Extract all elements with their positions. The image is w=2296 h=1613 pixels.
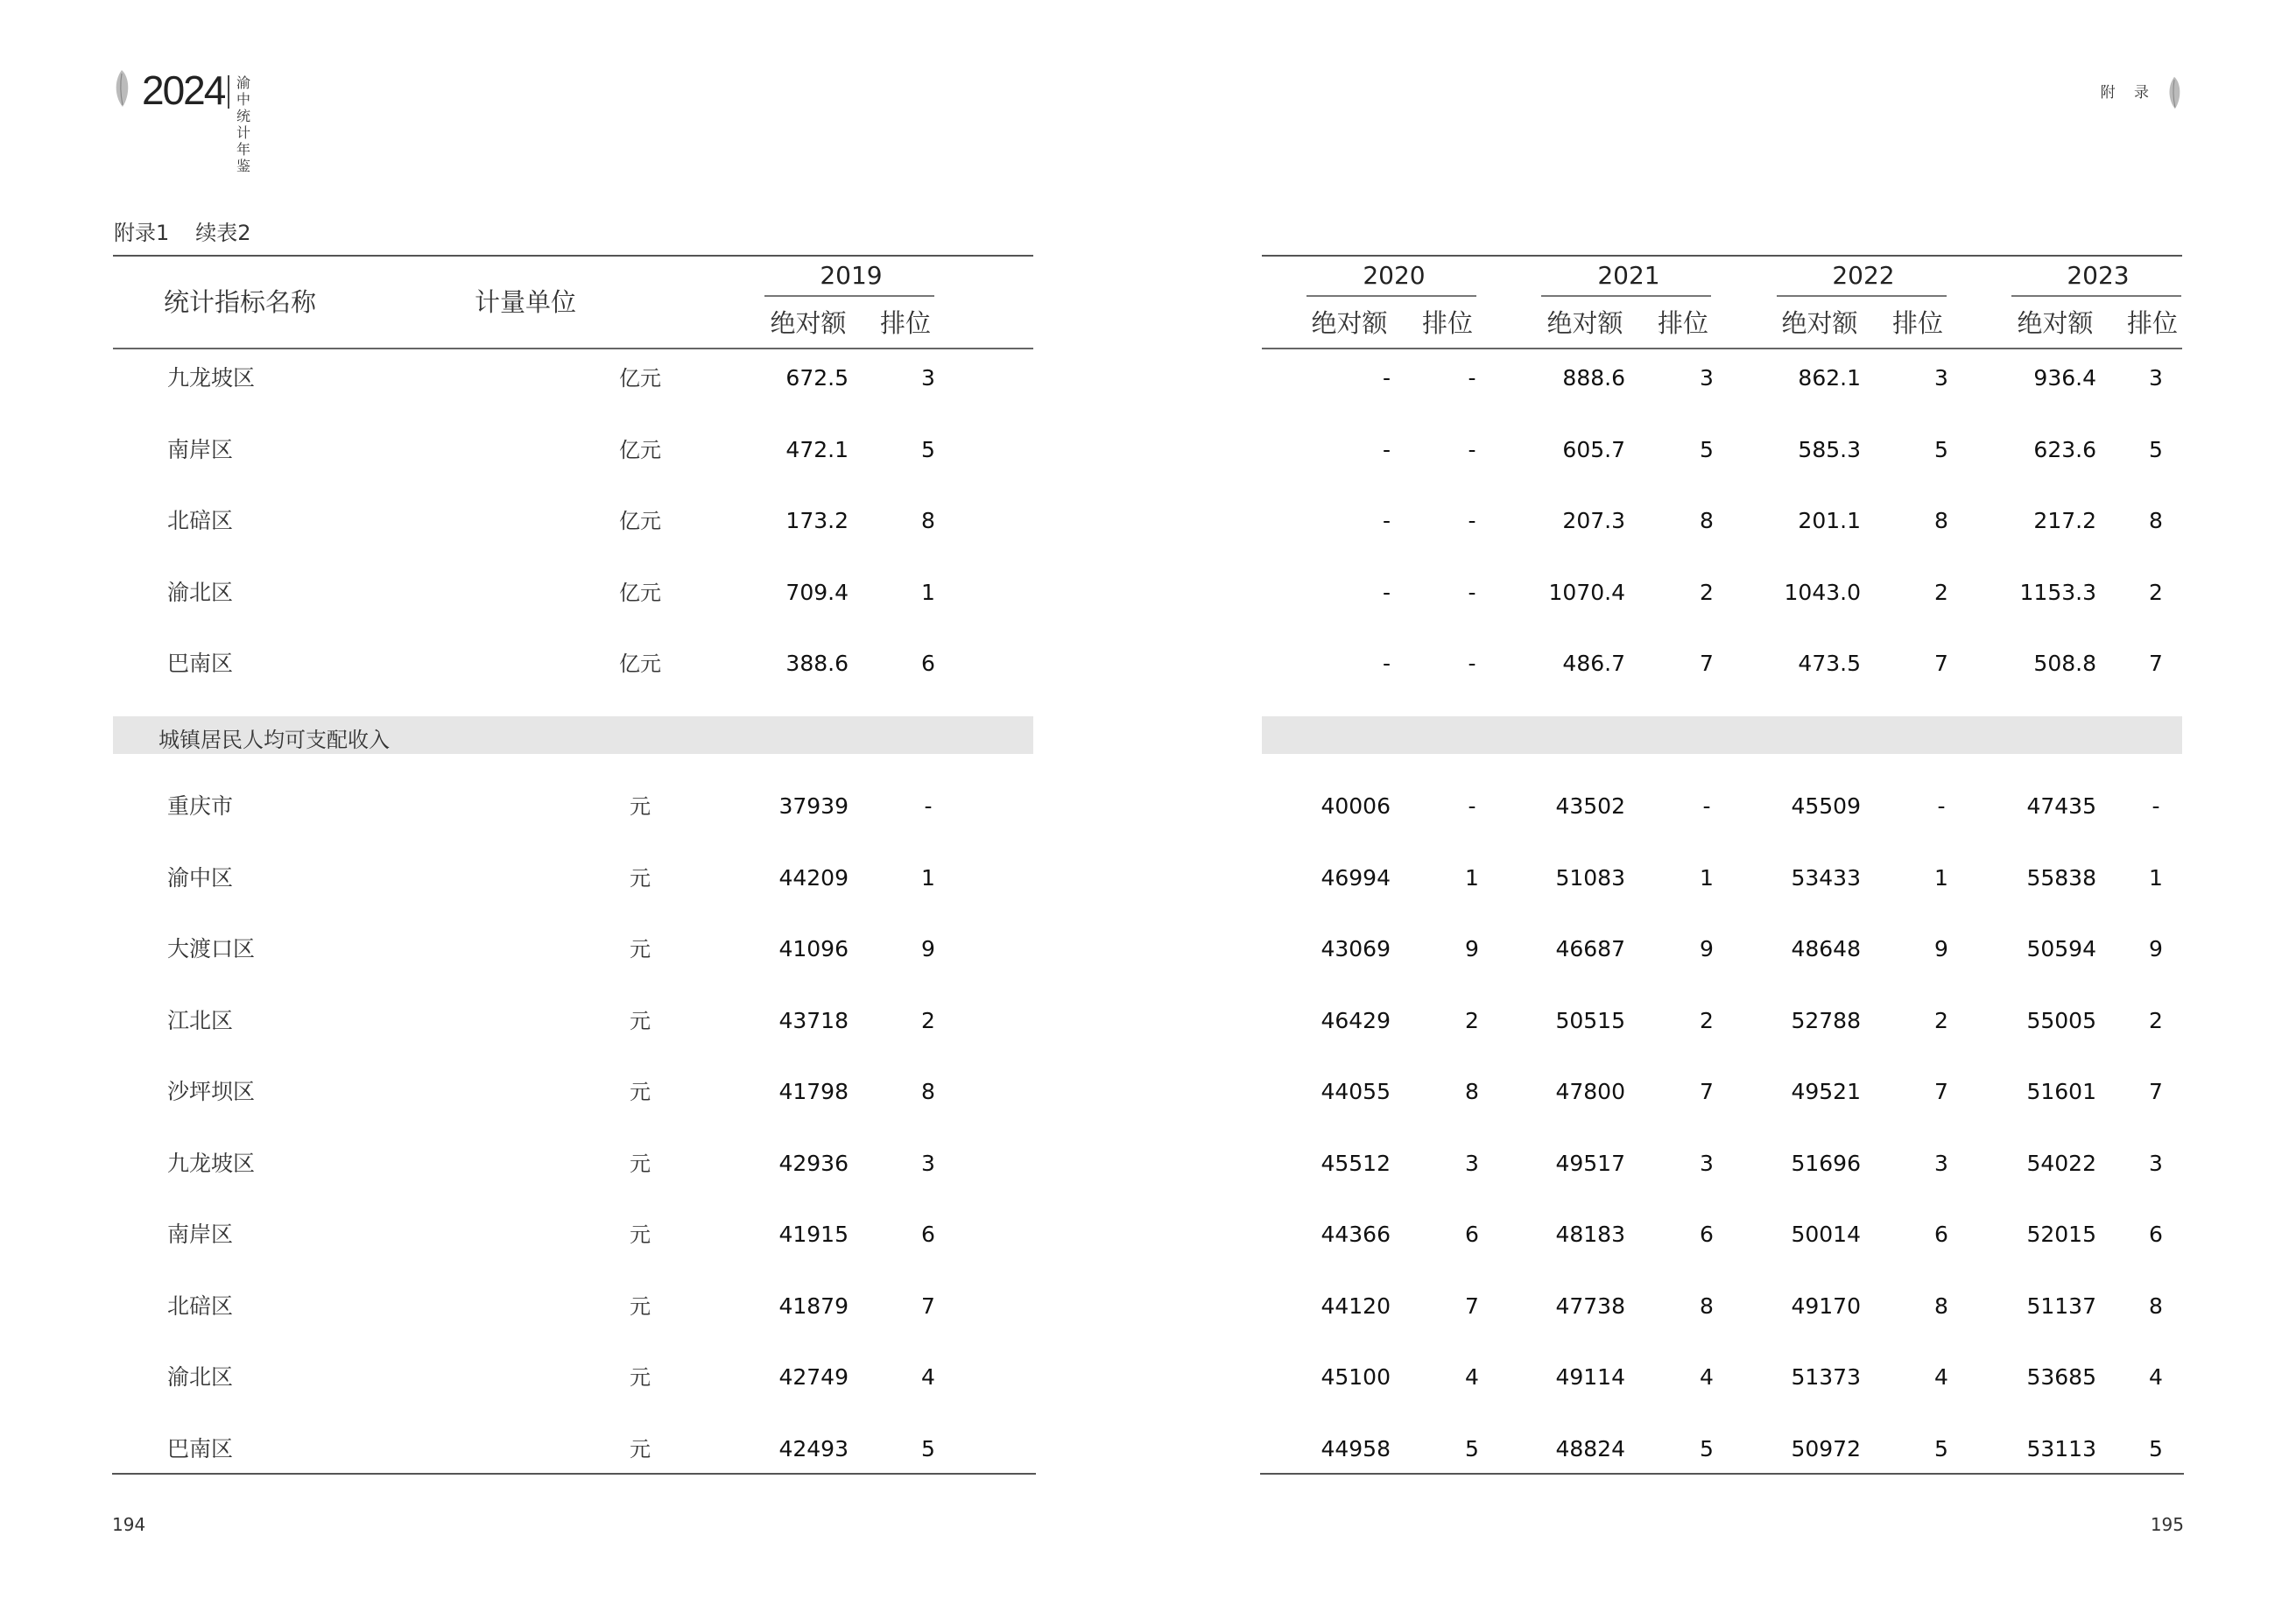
abs-value-2023: 623.6	[2033, 437, 2096, 462]
left-header-bottom-rule	[113, 348, 1033, 349]
rank-value-2021: 5	[1700, 437, 1714, 462]
abs-value-2022: 53433	[1791, 865, 1861, 891]
abs-value-2023: 47435	[2026, 793, 2096, 819]
table-continued-label: 续表2	[195, 221, 251, 245]
row-unit: 元	[630, 937, 651, 961]
yearbook-title-line2: 统计年鉴	[236, 108, 251, 174]
abs-value-2019: 173.2	[785, 508, 849, 533]
rank-value-2020: 2	[1465, 1008, 1479, 1033]
table-row	[113, 861, 2182, 896]
rank-value-2019: 7	[921, 1293, 935, 1319]
section-label	[2079, 75, 2184, 110]
rank-value-2021: -	[1702, 793, 1711, 819]
rank-value-2022: 9	[1934, 936, 1948, 961]
rank-value-2021: 6	[1700, 1222, 1714, 1247]
abs-value-2020: 45100	[1321, 1364, 1391, 1390]
rank-value-2021: 8	[1700, 508, 1714, 533]
row-unit: 元	[630, 1365, 651, 1390]
abs-value-2021: 47738	[1555, 1293, 1625, 1319]
appendix-number: 附录1	[114, 221, 170, 245]
table-caption	[114, 215, 278, 246]
rank-value-2019: 6	[921, 1222, 935, 1247]
rank-value-2023: 3	[2149, 365, 2163, 391]
row-unit: 元	[630, 866, 651, 891]
abs-value-2023: 51601	[2026, 1079, 2096, 1104]
row-unit: 亿元	[619, 366, 661, 391]
rank-value-2023: 7	[2149, 1079, 2163, 1104]
rank-value-2022: 5	[1934, 437, 1948, 462]
abs-header-2020: 绝对额	[1311, 308, 1388, 338]
abs-value-2023: 508.8	[2033, 651, 2096, 676]
table-row	[113, 504, 2182, 539]
rank-value-2019: 1	[921, 580, 935, 605]
page-number-right: 195	[2150, 1514, 2184, 1535]
abs-value-2019: 41915	[778, 1222, 849, 1247]
rank-value-2023: 2	[2149, 1008, 2163, 1033]
rank-header-2023: 排位	[2126, 308, 2179, 338]
table-row	[113, 1289, 2182, 1324]
row-name: 沙坪坝区	[167, 1079, 256, 1104]
abs-value-2023: 53113	[2026, 1436, 2096, 1462]
table-row	[113, 646, 2182, 681]
rank-value-2019: 9	[921, 936, 935, 961]
abs-value-2022: 50014	[1791, 1222, 1861, 1247]
rank-header-2021: 排位	[1657, 308, 1709, 338]
row-name: 渝北区	[167, 1364, 234, 1390]
left-table-bottom-rule	[112, 1473, 1036, 1475]
row-name: 巴南区	[167, 1436, 234, 1462]
right-header-bottom-rule	[1262, 348, 2182, 349]
rank-value-2020: -	[1468, 580, 1476, 605]
abs-value-2023: 51137	[2026, 1293, 2096, 1319]
rank-header-2019: 排位	[879, 308, 932, 338]
rank-value-2019: 6	[921, 651, 935, 676]
rank-value-2020: -	[1468, 793, 1476, 819]
abs-value-2020: 46994	[1321, 865, 1391, 891]
abs-value-2021: 207.3	[1562, 508, 1625, 533]
abs-value-2019: 42493	[778, 1436, 849, 1462]
row-name: 九龙坡区	[167, 1151, 256, 1176]
year-header-2019: 2019	[820, 261, 883, 290]
abs-value-2019: 43718	[778, 1008, 849, 1033]
abs-value-2019: 472.1	[785, 437, 849, 462]
abs-value-2022: 52788	[1791, 1008, 1861, 1033]
row-unit: 亿元	[619, 581, 661, 605]
right-table-bottom-rule	[1260, 1473, 2184, 1475]
abs-header-2023: 绝对额	[2017, 308, 2094, 338]
abs-header-2021: 绝对额	[1546, 308, 1623, 338]
rank-value-2022: 4	[1934, 1364, 1948, 1390]
row-name: 南岸区	[167, 437, 234, 462]
row-name: 北碚区	[167, 508, 234, 533]
row-name: 江北区	[167, 1008, 234, 1033]
year-header-2021: 2021	[1597, 261, 1660, 290]
abs-value-2023: 53685	[2026, 1364, 2096, 1390]
rank-value-2021: 1	[1700, 865, 1714, 891]
abs-value-2019: 672.5	[785, 365, 849, 391]
abs-value-2022: 585.3	[1798, 437, 1861, 462]
rank-value-2021: 3	[1700, 365, 1714, 391]
leaf-icon	[2165, 75, 2184, 110]
row-name: 渝北区	[167, 580, 234, 605]
abs-value-2020: 45512	[1321, 1151, 1391, 1176]
rank-value-2021: 7	[1700, 651, 1714, 676]
abs-header-2022: 绝对额	[1781, 308, 1858, 338]
abs-value-2021: 1070.4	[1548, 580, 1625, 605]
rank-value-2022: 5	[1934, 1436, 1948, 1462]
rank-value-2021: 4	[1700, 1364, 1714, 1390]
rank-header-2022: 排位	[1891, 308, 1944, 338]
abs-value-2020: 40006	[1321, 793, 1391, 819]
rank-value-2022: 6	[1934, 1222, 1948, 1247]
indicator-column-header: 统计指标名称	[163, 287, 317, 317]
rank-value-2023: 8	[2149, 508, 2163, 533]
abs-value-2022: 48648	[1791, 936, 1861, 961]
abs-value-2022: 862.1	[1798, 365, 1861, 391]
row-unit: 元	[630, 1152, 651, 1176]
rank-value-2022: 3	[1934, 365, 1948, 391]
table-row	[113, 932, 2182, 967]
rank-value-2019: 3	[921, 1151, 935, 1176]
abs-value-2023: 936.4	[2033, 365, 2096, 391]
logo-divider	[228, 75, 229, 109]
left-table-top-rule	[113, 255, 1033, 257]
rank-value-2020: 4	[1465, 1364, 1479, 1390]
rank-value-2022: 8	[1934, 1293, 1948, 1319]
abs-value-2021: 49517	[1555, 1151, 1625, 1176]
right-table-top-rule	[1262, 255, 2182, 257]
rank-value-2020: 8	[1465, 1079, 1479, 1104]
row-unit: 元	[630, 1080, 651, 1104]
abs-value-2022: 51373	[1791, 1364, 1861, 1390]
table-row	[113, 1217, 2182, 1252]
row-name: 重庆市	[167, 793, 234, 819]
section-band-left	[113, 716, 1033, 754]
section-band-right	[1262, 716, 2182, 754]
unit-column-header: 计量单位	[474, 287, 577, 317]
table-row	[113, 433, 2182, 468]
abs-value-2019: 709.4	[785, 580, 849, 605]
rank-value-2020: 7	[1465, 1293, 1479, 1319]
abs-value-2020: -	[1382, 508, 1391, 533]
rank-value-2021: 8	[1700, 1293, 1714, 1319]
abs-value-2020: 43069	[1321, 936, 1391, 961]
abs-value-2020: 44055	[1321, 1079, 1391, 1104]
rank-value-2021: 3	[1700, 1151, 1714, 1176]
yearbook-title	[236, 74, 250, 174]
abs-value-2023: 54022	[2026, 1151, 2096, 1176]
rank-value-2020: -	[1468, 508, 1476, 533]
row-unit: 元	[630, 1009, 651, 1033]
rank-value-2022: 8	[1934, 508, 1948, 533]
abs-value-2019: 41879	[778, 1293, 849, 1319]
abs-value-2022: 50972	[1791, 1436, 1861, 1462]
table-row	[113, 1074, 2182, 1109]
year-underline-2020	[1306, 295, 1476, 297]
rank-value-2023: 7	[2149, 651, 2163, 676]
abs-value-2021: 51083	[1555, 865, 1625, 891]
leaf-icon	[112, 68, 131, 109]
abs-value-2023: 1153.3	[2019, 580, 2096, 605]
rank-value-2023: 2	[2149, 580, 2163, 605]
table-row	[113, 1146, 2182, 1181]
row-unit: 元	[630, 794, 651, 819]
abs-value-2023: 55838	[2026, 865, 2096, 891]
rank-value-2023: 1	[2149, 865, 2163, 891]
abs-value-2022: 49521	[1791, 1079, 1861, 1104]
rank-value-2021: 2	[1700, 580, 1714, 605]
abs-value-2023: 50594	[2026, 936, 2096, 961]
table-row	[113, 1360, 2182, 1395]
abs-value-2021: 50515	[1555, 1008, 1625, 1033]
rank-value-2022: 3	[1934, 1151, 1948, 1176]
abs-header-2019: 绝对额	[770, 308, 847, 338]
abs-value-2021: 48183	[1555, 1222, 1625, 1247]
table-row	[113, 789, 2182, 824]
row-unit: 元	[630, 1294, 651, 1319]
abs-value-2019: 37939	[778, 793, 849, 819]
rank-value-2021: 2	[1700, 1008, 1714, 1033]
abs-value-2021: 47800	[1555, 1079, 1625, 1104]
year-underline-2022	[1777, 295, 1947, 297]
rank-value-2019: 2	[921, 1008, 935, 1033]
abs-value-2021: 48824	[1555, 1436, 1625, 1462]
abs-value-2020: -	[1382, 580, 1391, 605]
abs-value-2020: 44120	[1321, 1293, 1391, 1319]
rank-value-2023: 9	[2149, 936, 2163, 961]
section-title: 城镇居民人均可支配收入	[158, 728, 390, 752]
row-unit: 亿元	[619, 438, 661, 462]
abs-value-2021: 49114	[1555, 1364, 1625, 1390]
row-unit: 亿元	[619, 652, 661, 676]
rank-value-2020: 1	[1465, 865, 1479, 891]
year-underline-2019	[764, 295, 934, 297]
abs-value-2022: 51696	[1791, 1151, 1861, 1176]
rank-value-2019: 5	[921, 1436, 935, 1462]
row-name: 大渡口区	[167, 936, 256, 961]
abs-value-2021: 605.7	[1562, 437, 1625, 462]
yearbook-title-line1: 渝中	[236, 74, 251, 108]
rank-value-2023: 5	[2149, 437, 2163, 462]
abs-value-2020: -	[1382, 437, 1391, 462]
table-row	[113, 1004, 2182, 1039]
page-number-left: 194	[112, 1514, 146, 1535]
rank-value-2021: 7	[1700, 1079, 1714, 1104]
abs-value-2020: -	[1382, 651, 1391, 676]
table-row	[113, 1432, 2182, 1467]
rank-value-2023: 4	[2149, 1364, 2163, 1390]
year-underline-2021	[1541, 295, 1711, 297]
abs-value-2022: 1043.0	[1784, 580, 1861, 605]
row-unit: 元	[630, 1437, 651, 1462]
abs-value-2022: 201.1	[1798, 508, 1861, 533]
abs-value-2020: -	[1382, 365, 1391, 391]
abs-value-2021: 486.7	[1562, 651, 1625, 676]
abs-value-2022: 473.5	[1798, 651, 1861, 676]
table-row	[113, 361, 2182, 396]
rank-value-2021: 9	[1700, 936, 1714, 961]
rank-value-2019: 5	[921, 437, 935, 462]
rank-value-2020: -	[1468, 437, 1476, 462]
rank-value-2020: -	[1468, 651, 1476, 676]
row-name: 巴南区	[167, 651, 234, 676]
abs-value-2020: 46429	[1321, 1008, 1391, 1033]
abs-value-2021: 43502	[1555, 793, 1625, 819]
rank-value-2023: 3	[2149, 1151, 2163, 1176]
abs-value-2019: 388.6	[785, 651, 849, 676]
rank-value-2020: -	[1468, 365, 1476, 391]
rank-value-2020: 3	[1465, 1151, 1479, 1176]
abs-value-2022: 45509	[1791, 793, 1861, 819]
rank-value-2022: 7	[1934, 1079, 1948, 1104]
abs-value-2023: 52015	[2026, 1222, 2096, 1247]
rank-value-2019: -	[924, 793, 933, 819]
row-name: 九龙坡区	[167, 365, 256, 391]
year-header-2020: 2020	[1363, 261, 1426, 290]
rank-header-2020: 排位	[1421, 308, 1474, 338]
row-unit: 亿元	[619, 509, 661, 533]
abs-value-2019: 42749	[778, 1364, 849, 1390]
row-name: 渝中区	[167, 865, 234, 891]
rank-value-2019: 8	[921, 1079, 935, 1104]
year-header-2023: 2023	[2067, 261, 2130, 290]
abs-value-2020: 44366	[1321, 1222, 1391, 1247]
rank-value-2022: 1	[1934, 865, 1948, 891]
table-row	[113, 575, 2182, 610]
row-unit: 元	[630, 1222, 651, 1247]
row-name: 南岸区	[167, 1222, 234, 1247]
row-name: 北碚区	[167, 1293, 234, 1319]
rank-value-2022: 7	[1934, 651, 1948, 676]
rank-value-2019: 3	[921, 365, 935, 391]
abs-value-2019: 42936	[778, 1151, 849, 1176]
rank-value-2020: 5	[1465, 1436, 1479, 1462]
year-underline-2023	[2011, 295, 2181, 297]
rank-value-2023: 5	[2149, 1436, 2163, 1462]
rank-value-2020: 9	[1465, 936, 1479, 961]
yearbook-year: 2024	[142, 67, 225, 113]
rank-value-2020: 6	[1465, 1222, 1479, 1247]
rank-value-2019: 8	[921, 508, 935, 533]
year-header-2022: 2022	[1832, 261, 1895, 290]
rank-value-2021: 5	[1700, 1436, 1714, 1462]
rank-value-2022: 2	[1934, 580, 1948, 605]
abs-value-2019: 41798	[778, 1079, 849, 1104]
rank-value-2022: 2	[1934, 1008, 1948, 1033]
abs-value-2023: 217.2	[2033, 508, 2096, 533]
rank-value-2023: 8	[2149, 1293, 2163, 1319]
abs-value-2019: 44209	[778, 865, 849, 891]
rank-value-2022: -	[1937, 793, 1946, 819]
abs-value-2019: 41096	[778, 936, 849, 961]
abs-value-2021: 46687	[1555, 936, 1625, 961]
abs-value-2021: 888.6	[1562, 365, 1625, 391]
abs-value-2023: 55005	[2026, 1008, 2096, 1033]
abs-value-2020: 44958	[1321, 1436, 1391, 1462]
rank-value-2023: -	[2152, 793, 2160, 819]
rank-value-2019: 1	[921, 865, 935, 891]
rank-value-2019: 4	[921, 1364, 935, 1390]
abs-value-2022: 49170	[1791, 1293, 1861, 1319]
appendix-header-label: 附 录	[2100, 84, 2156, 102]
rank-value-2023: 6	[2149, 1222, 2163, 1247]
